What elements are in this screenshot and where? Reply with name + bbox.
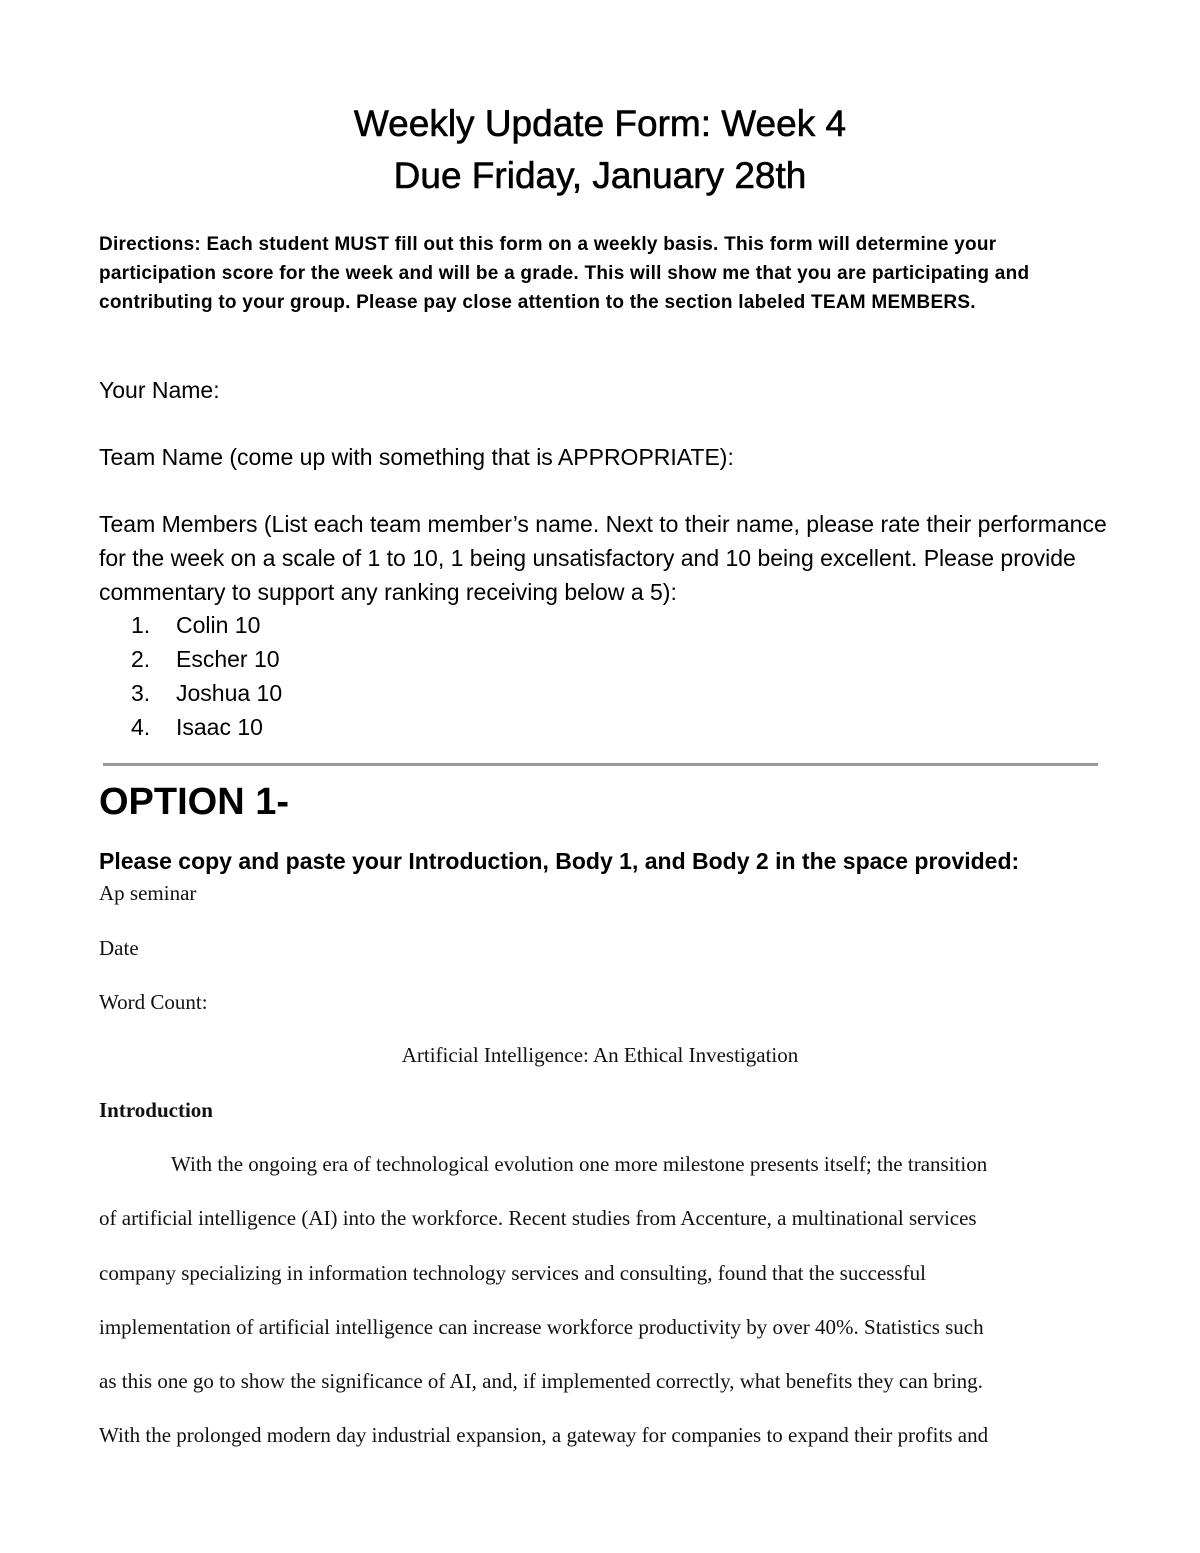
team-member-rating: Escher 10: [176, 646, 280, 672]
essay-line: of artificial intelligence (AI) into the workforce. Recent studies from Accenture, a multinational services: [99, 1206, 977, 1231]
team-members-instructions: Team Members (List each team member’s name. Next to their name, please rate their performance for the week on a scale of 1 to 10, 1 being unsatisfactory and 10 being excellent. Please provide commentary to support any ranking receiving below a 5):: [99, 511, 1107, 605]
horizontal-divider: [103, 763, 1098, 766]
team-member-rating: Joshua 10: [176, 680, 283, 706]
your-name-field: Your Name:: [99, 377, 220, 403]
essay-line: as this one go to show the significance of AI, and, if implemented correctly, what benefits they can bring.: [99, 1369, 983, 1394]
essay-line: With the ongoing era of technological evolution one more milestone presents itself; the transition: [171, 1152, 988, 1176]
team-member-rating: Isaac 10: [176, 714, 263, 740]
essay-date: Date: [99, 936, 139, 960]
list-item: [99, 642, 282, 676]
list-item: [99, 608, 282, 642]
essay-line: implementation of artificial intelligence can increase workforce productivity by over 40%. Statistics such: [99, 1314, 984, 1339]
directions-text: Directions: Each student MUST fill out this form on a weekly basis. This form will determine your participation score for the week and will be a grade. This will show me that you are participating and contributing to your group. Please pay close attention to the section labeled TEAM MEMBERS.: [99, 234, 1030, 313]
list-item-number: 2.: [131, 646, 151, 672]
list-item-number: 4.: [131, 714, 151, 740]
list-item-number: 1.: [131, 612, 151, 638]
essay-title: Artificial Intelligence: An Ethical Investigation: [401, 1043, 799, 1067]
essay-introduction-body: [99, 1150, 1099, 1476]
option-prompt: Please copy and paste your Introduction, Body 1, and Body 2 in the space provided:: [99, 848, 1020, 874]
list-item-number: 3.: [131, 680, 151, 706]
due-date-title: Due Friday, January 28th: [393, 155, 807, 196]
essay-word-count: Word Count:: [99, 990, 208, 1014]
team-members-list: [99, 608, 282, 744]
essay-line: company specializing in information technology services and consulting, found that the successful: [99, 1260, 926, 1285]
form-title: Weekly Update Form: Week 4: [353, 103, 847, 144]
essay-line: With the prolonged modern day industrial expansion, a gateway for companies to expand their profits and: [99, 1423, 989, 1448]
list-item: [99, 710, 282, 744]
section-heading-introduction: Introduction: [99, 1098, 213, 1122]
essay-course: Ap seminar: [99, 881, 197, 905]
option-heading: OPTION 1-: [99, 781, 290, 823]
team-name-field: Team Name (come up with something that is APPROPRIATE):: [99, 444, 734, 470]
list-item: [99, 676, 282, 710]
team-member-rating: Colin 10: [176, 612, 261, 638]
